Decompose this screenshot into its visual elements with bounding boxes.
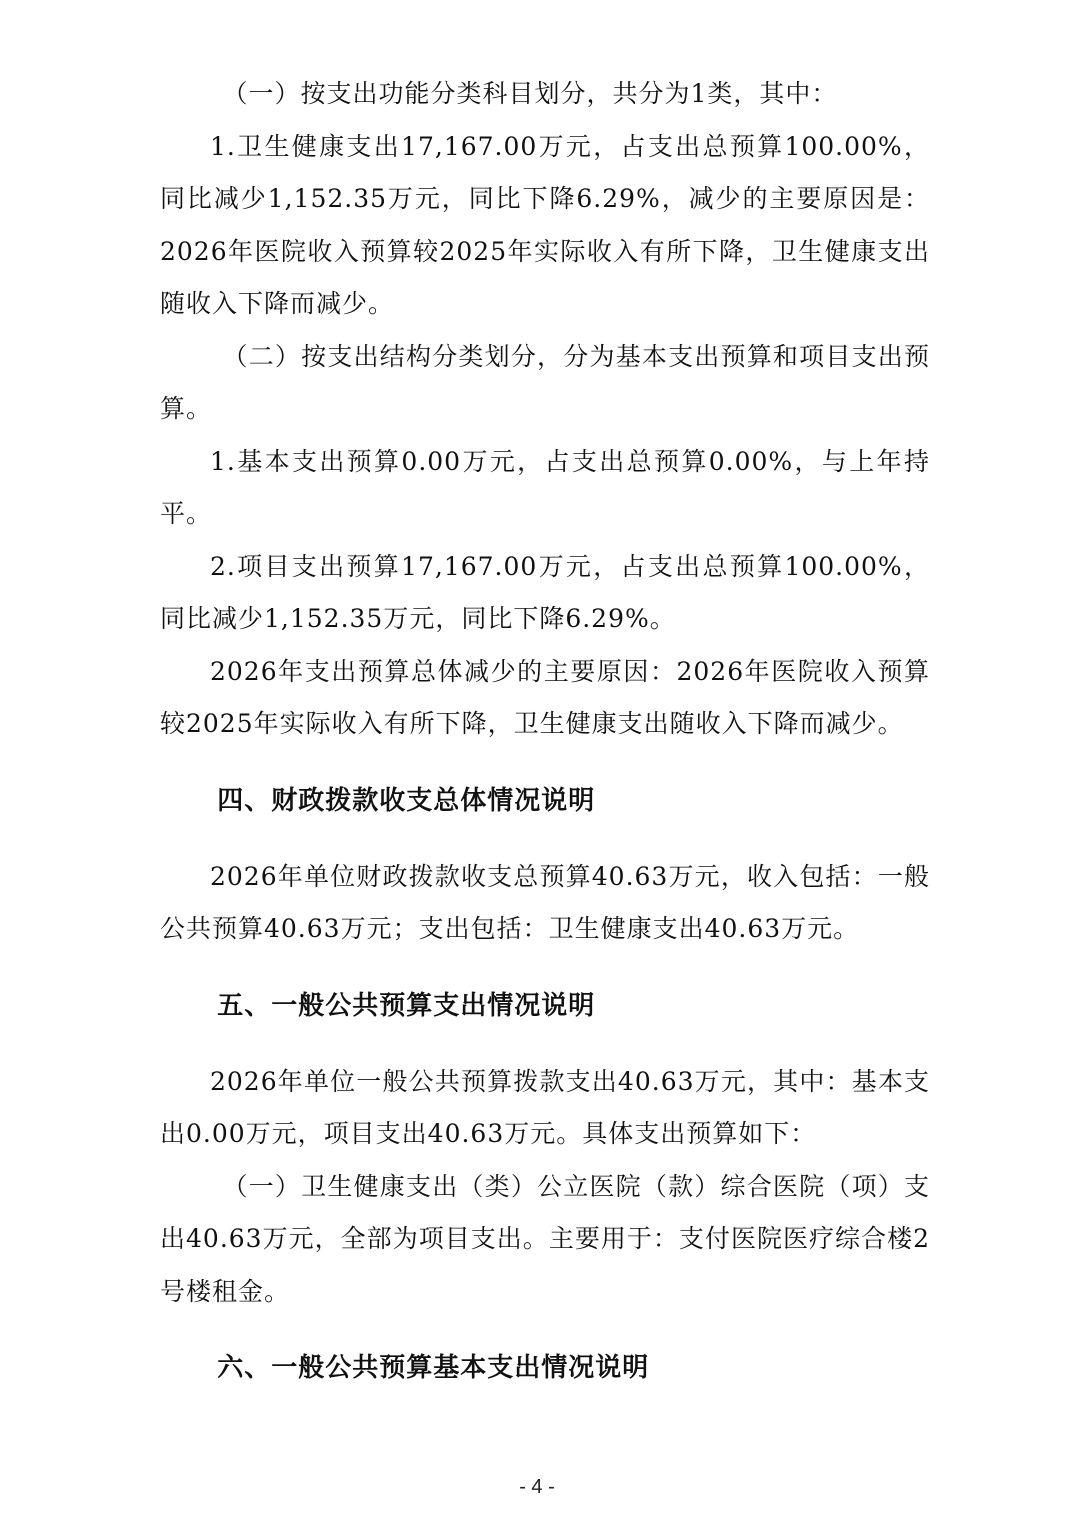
page-number: - 4 -	[519, 1476, 555, 1498]
paragraph-health-expenditure: 1.卫生健康支出17,167.00万元，占支出总预算100.00%，同比减少1,152.35万元，同比下降6.29%，减少的主要原因是：2026年医院收入预算较2025年实际收入有所下降，卫生健康支出随收入下降而减少。	[160, 131, 930, 318]
paragraph-hospital-expenditure: （一）卫生健康支出（类）公立医院（款）综合医院（项）支出40.63万元，全部为项目支出。主要用于：支付医院医疗综合楼2号楼租金。	[160, 1171, 930, 1306]
document-body	[160, 68, 930, 1394]
paragraph-structure-classification: （二）按支出结构分类划分，分为基本支出预算和项目支出预算。	[160, 341, 930, 423]
paragraph-general-budget-expenditure: 2026年单位一般公共预算拨款支出40.63万元，其中：基本支出0.00万元，项目支出40.63万元。具体支出预算如下：	[160, 1066, 930, 1148]
paragraph-fiscal-appropriation: 2026年单位财政拨款收支总预算40.63万元，收入包括：一般公共预算40.63万元；支出包括：卫生健康支出40.63万元。	[160, 861, 930, 943]
paragraph-overall-reason: 2026年支出预算总体减少的主要原因：2026年医院收入预算较2025年实际收入有所下降，卫生健康支出随收入下降而减少。	[160, 656, 930, 738]
section-heading-5: 五、一般公共预算支出情况说明	[217, 990, 596, 1021]
paragraph-project-expenditure: 2.项目支出预算17,167.00万元，占支出总预算100.00%，同比减少1,152.35万元，同比下降6.29%。	[160, 551, 930, 633]
section-heading-4: 四、财政拨款收支总体情况说明	[217, 785, 596, 816]
paragraph-basic-expenditure: 1.基本支出预算0.00万元，占支出总预算0.00%，与上年持平。	[160, 446, 930, 528]
paragraph-function-classification: （一）按支出功能分类科目划分，共分为1类，其中：	[222, 79, 838, 108]
section-heading-6: 六、一般公共预算基本支出情况说明	[217, 1353, 650, 1383]
